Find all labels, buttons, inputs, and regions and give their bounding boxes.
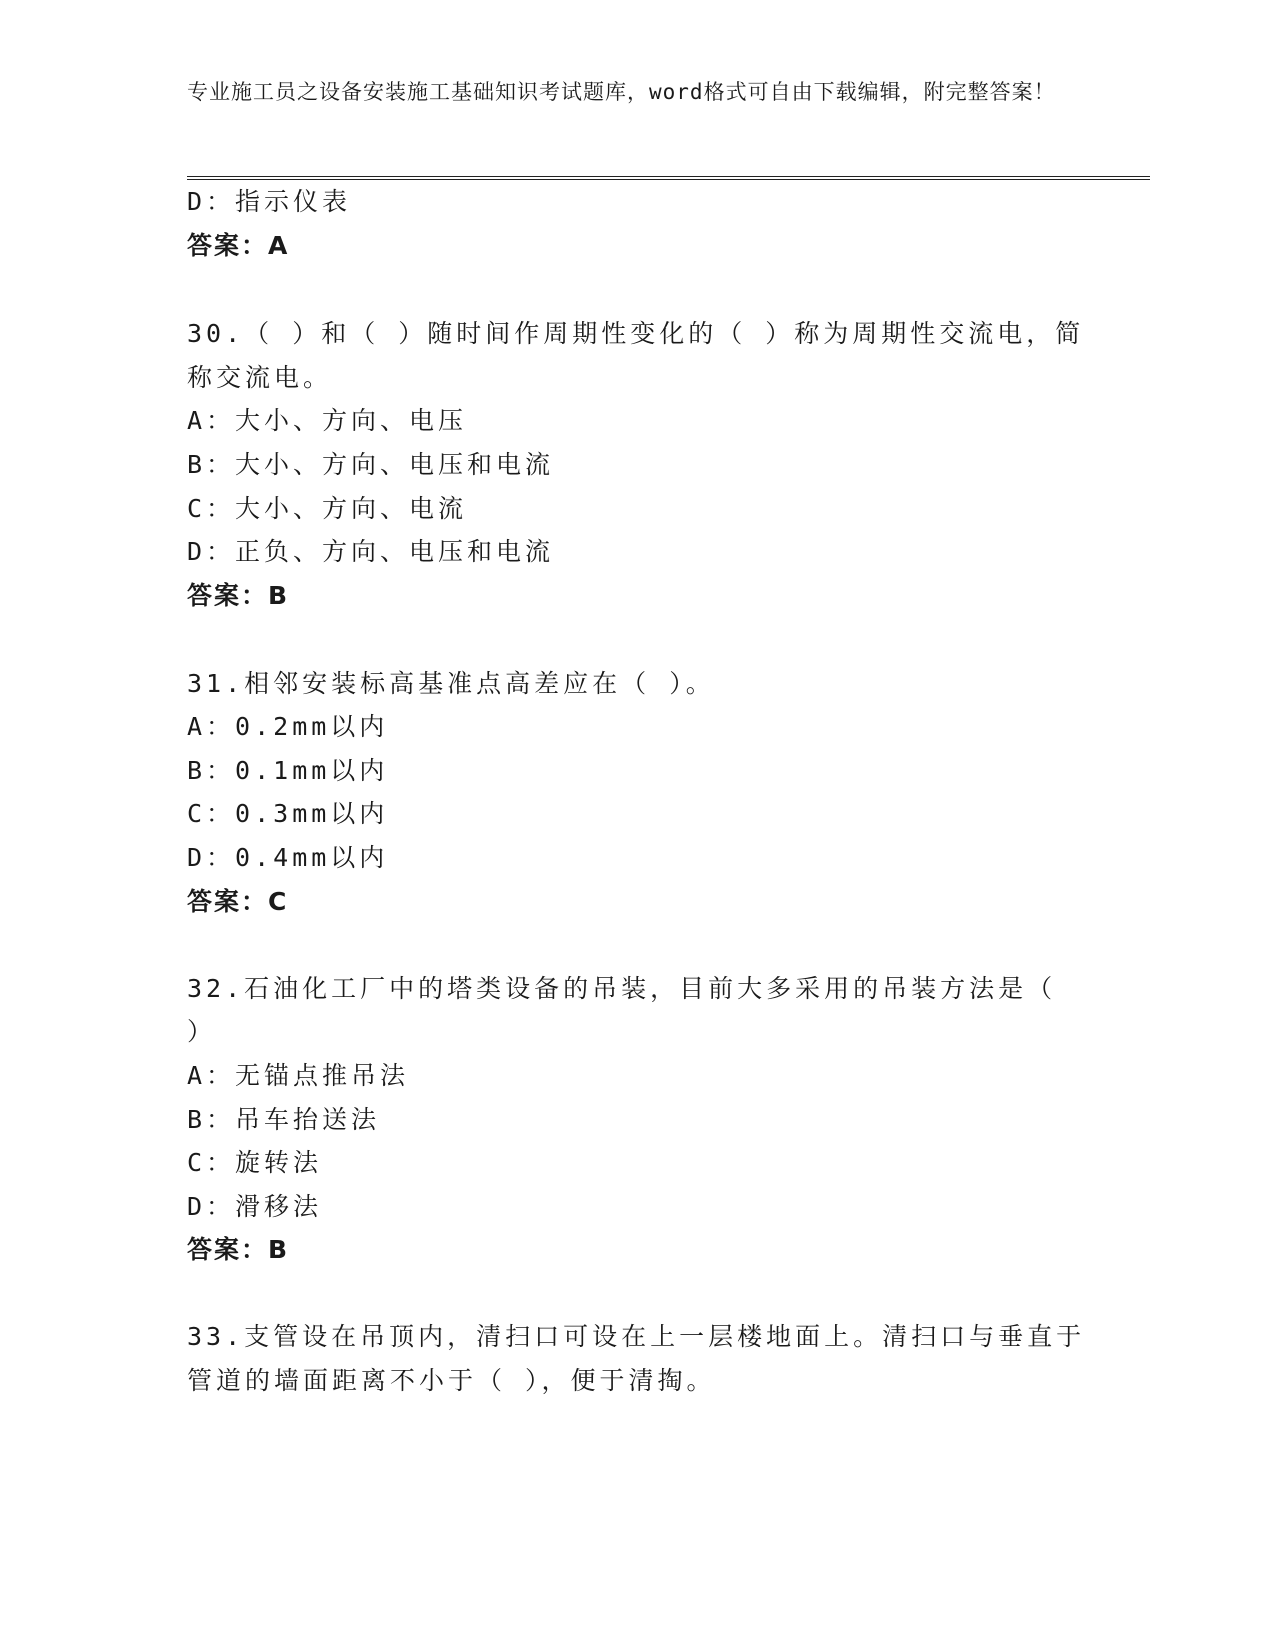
q30-stem-line1: 30.（ ）和（ ）随时间作周期性变化的（ ）称为周期性交流电，简 — [187, 319, 1085, 348]
q30-option-b: B：大小、方向、电压和电流 — [187, 450, 555, 479]
q30-option-c: C：大小、方向、电流 — [187, 494, 468, 523]
q32-stem-line2: ） — [187, 1017, 217, 1046]
q32-option-a: A：无锚点推吊法 — [187, 1061, 410, 1090]
q31-option-b: B：0.1mm以内 — [187, 756, 389, 785]
q31-option-a: A：0.2mm以内 — [187, 712, 389, 741]
q31-answer: 答案：C — [187, 887, 289, 916]
q30-stem-line2: 称交流电。 — [187, 363, 333, 392]
page-header: 专业施工员之设备安装施工基础知识考试题库，word格式可自由下载编辑，附完整答案！ — [187, 80, 1056, 104]
q32-option-c: C：旋转法 — [187, 1148, 323, 1177]
q30-option-a: A：大小、方向、电压 — [187, 406, 468, 435]
q31-option-d: D：0.4mm以内 — [187, 843, 389, 872]
prev-option-d: D：指示仪表 — [187, 187, 352, 216]
q32-stem-line1: 32.石油化工厂中的塔类设备的吊装，目前大多采用的吊装方法是（ — [187, 974, 1057, 1003]
q31-stem: 31.相邻安装标高基准点高差应在（ ）。 — [187, 669, 715, 698]
prev-answer: 答案：A — [187, 231, 290, 260]
q33-stem-line2: 管道的墙面距离不小于（ ），便于清掏。 — [187, 1366, 716, 1395]
q32-option-b: B：吊车抬送法 — [187, 1105, 381, 1134]
q32-option-d: D：滑移法 — [187, 1192, 323, 1221]
q32-answer: 答案：B — [187, 1235, 290, 1264]
q30-answer: 答案：B — [187, 581, 290, 610]
q31-option-c: C：0.3mm以内 — [187, 799, 389, 828]
q30-option-d: D：正负、方向、电压和电流 — [187, 537, 555, 566]
header-divider — [187, 176, 1150, 180]
q33-stem-line1: 33.支管设在吊顶内，清扫口可设在上一层楼地面上。清扫口与垂直于 — [187, 1322, 1086, 1351]
